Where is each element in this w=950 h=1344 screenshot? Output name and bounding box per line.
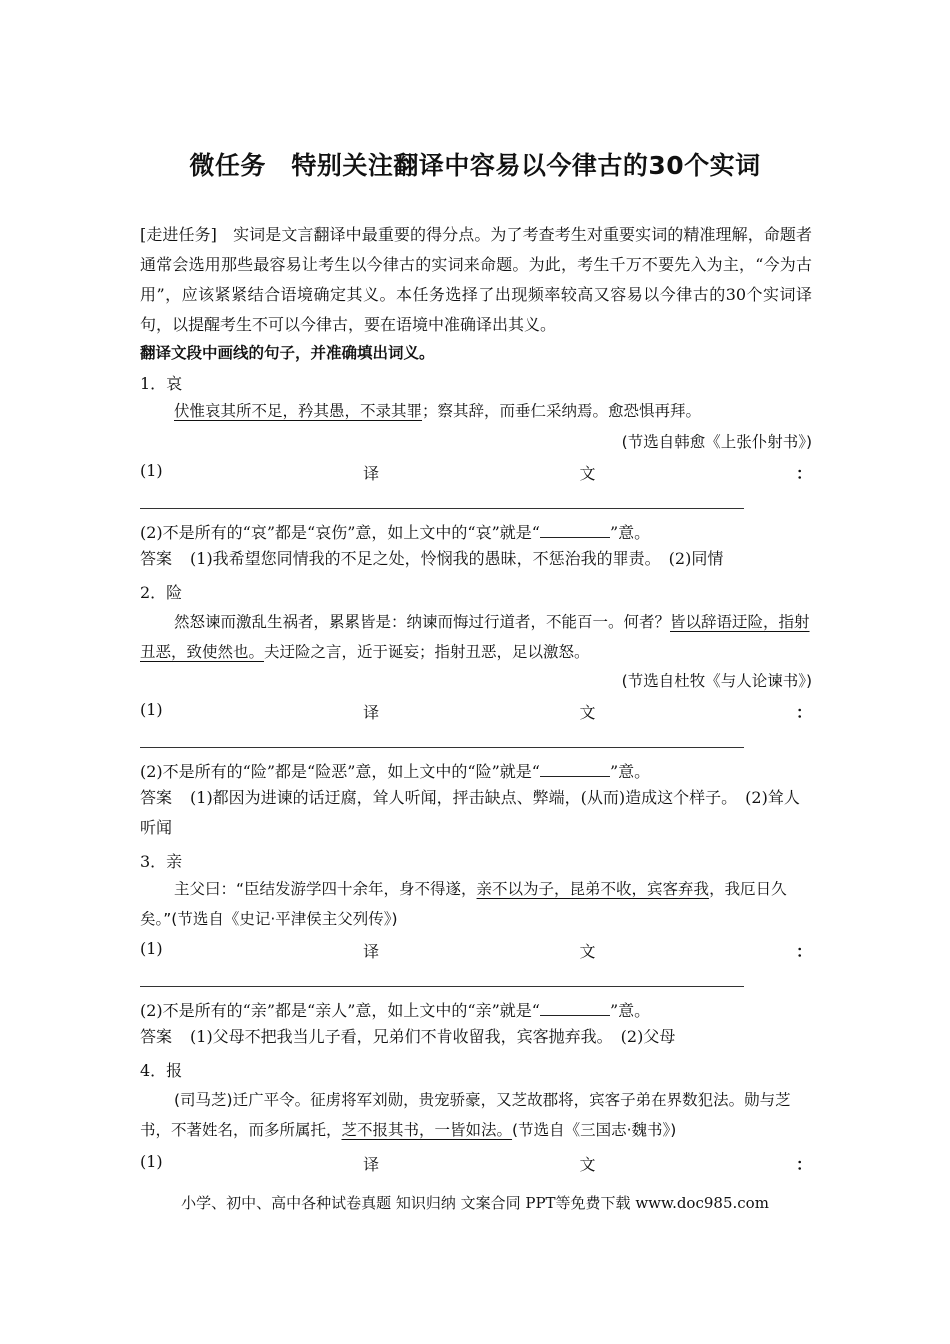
- section-2-question: (2)不是所有的“险”都是“险恶”意，如上文中的“险”就是“ ”意。: [140, 762, 651, 781]
- section-3-passage: 主父曰：“臣结发游学四十余年，身不得遂，亲不以为子，昆弟不收，宾客弃我，我厄日久矣。”(节选自《史记·平津侯主父列传》): [140, 880, 787, 928]
- intro-text: 实词是文言翻译中最重要的得分点。为了考查考生对重要实词的精准理解，命题者通常会选用那些最容易让考生以今律古的实词来命题。为此，考生千万不要先入为主，“今为古用”，应该紧紧结合语境确定其义。本任务选择了出现频率较高又容易以今律古的30个实词译句，以提醒考生不可以今律古，要在语境中准确译出其义。: [140, 225, 812, 334]
- intro-paragraph: [140, 220, 812, 340]
- section-1-source: (节选自韩愈《上张仆射书》): [621, 433, 812, 451]
- underlined-sentence: 亲不以为子，昆弟不收，宾客弃我: [476, 880, 710, 898]
- section-4-head: 4．报: [140, 1061, 183, 1080]
- section-2-source: (节选自杜牧《与人论谏书》): [621, 672, 812, 690]
- section-3-answer: 答案 (1)父母不把我当儿子看，兄弟们不肯收留我，宾客抛弃我。 (2)父母: [140, 1027, 676, 1046]
- section-3-head: 3．亲: [140, 852, 183, 871]
- underlined-sentence: 芝不报其书，一皆如法。: [341, 1121, 513, 1139]
- fill-blank[interactable]: [540, 1001, 610, 1016]
- section-2-passage: 然怒谏而激乱生祸者，累累皆是：纳谏而悔过行道者，不能百一。何者？皆以辞语迂险，指射丑恶，致使然也。夫迂险之言，近于诞妄；指射丑恶，足以激怒。: [140, 613, 810, 661]
- page-title: 微任务 特别关注翻译中容易以今律古的30个实词: [189, 151, 761, 180]
- section-4-passage: (司马芝)迁广平令。征虏将军刘勋，贵宠骄豪，又芝故郡将，宾客子弟在界数犯法。勋与芝书，不著姓名，而多所属托，芝不报其书，一皆如法。(节选自《三国志·魏书》): [140, 1091, 791, 1139]
- section-1-passage: 伏惟哀其所不足，矜其愚，不录其罪；察其辞，而垂仁采纳焉。愈恐惧再拜。: [174, 402, 702, 420]
- underlined-sentence: 皆以辞语迂险，指射丑恶，致使然也。: [140, 613, 810, 661]
- answer-line[interactable]: [140, 747, 744, 748]
- answer-line[interactable]: [140, 986, 744, 987]
- translation-row: (1) 译 文 ：: [140, 461, 812, 483]
- instruction: 翻译文段中画线的句子，并准确填出词义。: [140, 344, 435, 362]
- fill-blank[interactable]: [540, 762, 610, 777]
- fill-blank[interactable]: [540, 523, 610, 538]
- intro-label: [走进任务]: [140, 225, 217, 244]
- underlined-sentence: 伏惟哀其所不足，矜其愚，不录其罪: [174, 402, 423, 420]
- section-1-head: 1．哀: [140, 374, 183, 393]
- translation-row: (1) 译 文 ：: [140, 700, 812, 722]
- section-1-question: (2)不是所有的“哀”都是“哀伤”意，如上文中的“哀”就是“ ”意。: [140, 523, 651, 542]
- section-2-head: 2．险: [140, 583, 183, 602]
- page-footer: 小学、初中、高中各种试卷真题 知识归纳 文案合同 PPT等免费下载 www.doc985.com: [181, 1194, 769, 1212]
- section-3-question: (2)不是所有的“亲”都是“亲人”意，如上文中的“亲”就是“ ”意。: [140, 1001, 651, 1020]
- translation-row: (1) 译 文 ：: [140, 1152, 812, 1174]
- translation-row: (1) 译 文 ：: [140, 939, 812, 961]
- answer-line[interactable]: [140, 508, 744, 509]
- section-2-answer: 答案 (1)都因为进谏的话迂腐，耸人听闻，抨击缺点、弊端，(从而)造成这个样子。 (2)耸人听闻: [140, 788, 800, 837]
- section-1-answer: 答案 (1)我希望您同情我的不足之处，怜悯我的愚昧，不惩治我的罪责。 (2)同情: [140, 549, 724, 568]
